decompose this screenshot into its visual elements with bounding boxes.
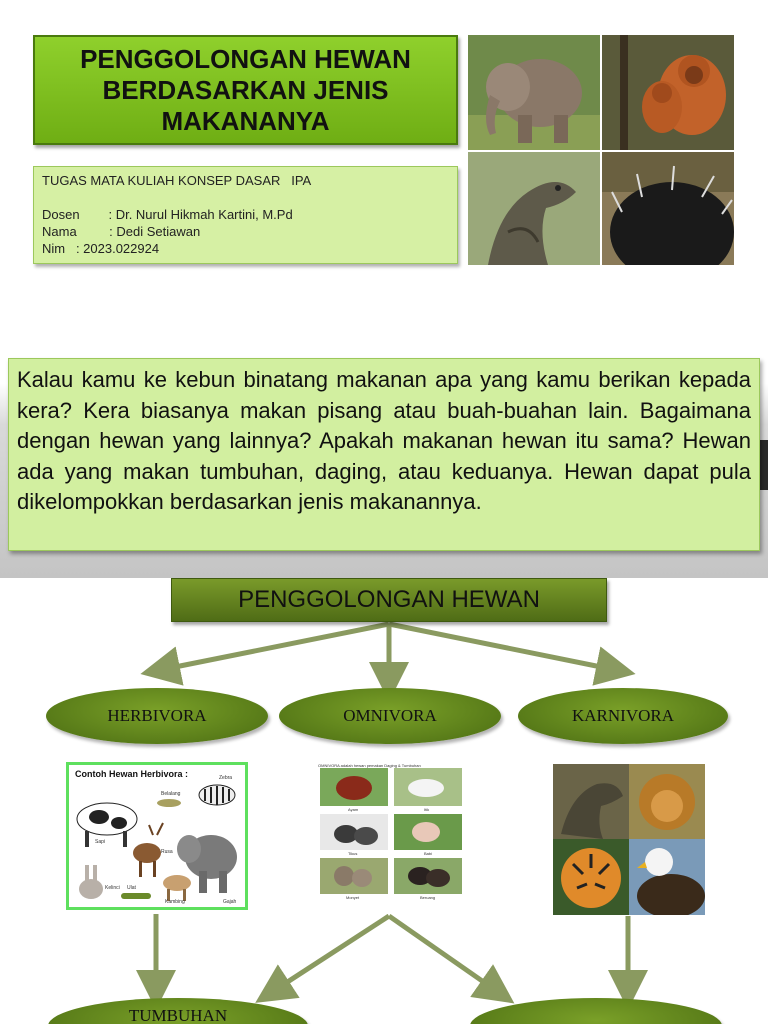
title-slide <box>0 0 768 300</box>
slide-title: PENGGOLONGAN HEWAN BERDASARKAN JENIS MAKANANYA <box>80 43 411 136</box>
tumbuhan-label: TUMBUHAN <box>128 1006 228 1024</box>
label-belalang: Belalang <box>161 791 181 797</box>
herbivora-label: HERBIVORA <box>107 706 207 725</box>
label-ayam: Ayam <box>348 807 359 812</box>
karnivora-oval <box>518 688 728 744</box>
arrow-to-herbivora <box>160 624 389 670</box>
omnivora-oval <box>279 688 501 744</box>
course-line: TUGAS MATA KULIAH KONSEP DASAR IPA <box>42 173 312 188</box>
label-monyet: Monyet <box>346 895 360 900</box>
blank-line <box>42 189 449 206</box>
label-itik: Itik <box>424 807 430 812</box>
classification-diagram <box>0 578 768 1024</box>
label-tikus: Tikus <box>348 851 358 856</box>
karnivora-example-panel <box>553 764 705 915</box>
label-gajah: Gajah <box>223 899 237 905</box>
label-zebra: Zebra <box>219 775 233 781</box>
animal-photo-collage <box>468 35 734 265</box>
slide-title-box <box>33 35 458 145</box>
arrow-to-karnivora <box>389 624 616 670</box>
main-category-box <box>171 578 607 622</box>
herbivora-caption: Contoh Hewan Herbivora : <box>75 769 189 779</box>
main-category-label: PENGGOLONGAN HEWAN <box>238 586 540 613</box>
label-ulat: Ulat <box>127 885 136 891</box>
herbivora-example-panel <box>66 762 248 910</box>
intro-paragraph: Kalau kamu ke kebun binatang makanan apa yang kamu berikan kepada kera? Kera biasanya makan pisang atau buah-buahan lain. Bagaimana dengan hewan yang lainnya? Apakah makanan hewan itu sama? Hewan ada yang makan tumbuhan, daging, atau keduanya. Hewan dapat pula dikelompokkan berdasarkan jenis makanannya. <box>17 367 751 514</box>
porcupine-photo <box>602 152 734 265</box>
nim-line: Nim : 2023.022924 <box>42 241 160 256</box>
elephant-photo <box>468 35 600 150</box>
label-babi: Babi <box>424 851 433 856</box>
komodo-photo <box>468 152 600 265</box>
orangutan-photo <box>602 35 734 150</box>
herbivora-oval <box>46 688 268 744</box>
omnivora-caption: OMNIVORA adalah hewan pemakan Daging & Tumbuhan <box>318 763 421 768</box>
nama-line: Nama : Dedi Setiawan <box>42 224 201 239</box>
dosen-line: Dosen : Dr. Nurul Hikmah Kartini, M.Pd <box>42 207 293 222</box>
label-sapi: Sapi <box>95 839 106 845</box>
label-beruang: Beruang <box>420 895 436 900</box>
arrow-omni-right <box>389 916 498 992</box>
intro-text-box <box>8 358 760 551</box>
label-rusa: Rusa <box>161 849 173 855</box>
karnivora-label: KARNIVORA <box>572 706 674 725</box>
course-info-box <box>33 166 458 264</box>
label-kelinci: Kelinci <box>105 885 120 891</box>
omnivora-example-panel <box>316 762 462 914</box>
label-kambing: Kambing <box>165 899 185 905</box>
omnivora-label: OMNIVORA <box>343 706 437 725</box>
arrow-omni-left <box>272 916 389 992</box>
